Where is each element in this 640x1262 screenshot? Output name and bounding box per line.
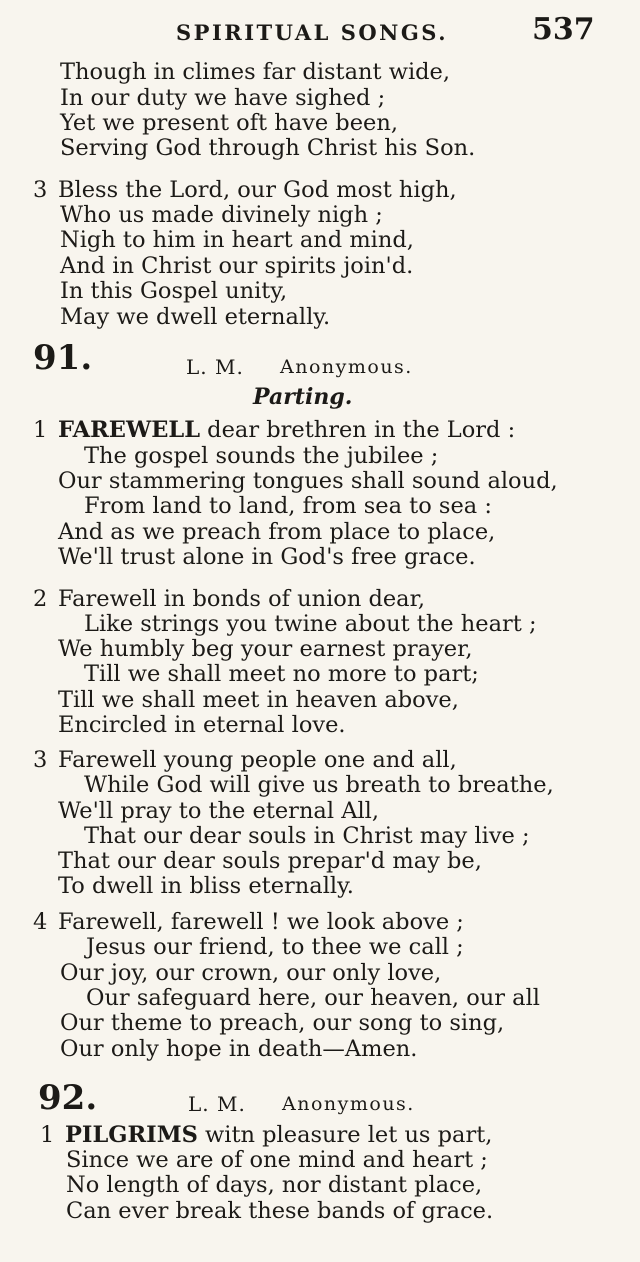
hymn-line: May we dwell eternally. [60,304,331,330]
hymn-line: That our dear souls in Christ may live ; [84,823,530,849]
hymn-line: Our stammering tongues shall sound aloud, [58,468,558,494]
hymn-line: In this Gospel unity, [60,278,288,304]
hymn-line-text: witn pleasure let us part, [197,1122,493,1148]
verse-lead-word: FAREWELL [58,417,201,443]
hymn-line: Our safeguard here, our heaven, our all [86,985,540,1011]
hymn-line: We'll trust alone in God's free grace. [58,544,476,570]
hymn-line: And in Christ our spirits join'd. [60,253,414,279]
hymn-line: Our only hope in death—Amen. [60,1036,418,1062]
hymn-line: We humbly beg your earnest prayer, [58,636,473,662]
verse-first-line [33,178,457,203]
hymn-line: The gospel sounds the jubilee ; [84,443,439,469]
hymn-line: Yet we present oft have been, [60,110,398,136]
hymn-line: Our theme to preach, our song to sing, [60,1010,505,1036]
hymn-line: That our dear souls prepar'd may be, [58,848,482,874]
verse-number: 3 [33,177,48,203]
hymn-line: In our duty we have sighed ; [60,85,386,111]
hymn-subtitle: Parting. [253,384,353,410]
hymn-line: Since we are of one mind and heart ; [66,1147,488,1173]
verse-first-line [40,1123,492,1148]
hymn-author: Anonymous. [282,1093,415,1115]
hymn-meter: L. M. [186,355,244,379]
verse-first-line [33,587,425,612]
hymn-line: We'll pray to the eternal All, [58,798,379,824]
hymn-line: Nigh to him in heart and mind, [60,227,414,253]
hymn-line: Like strings you twine about the heart ; [84,611,537,637]
hymn-line-text: Farewell, farewell ! we look above ; [58,909,464,935]
hymn-line: Till we shall meet no more to part; [84,661,479,687]
hymn-line: Encircled in eternal love. [58,712,346,738]
verse-lead-word: PILGRIMS [65,1122,198,1148]
hymn-line: Till we shall meet in heaven above, [58,687,459,713]
hymn-line: Our joy, our crown, our only love, [60,960,442,986]
verse-number: 2 [33,586,48,612]
hymn-meter: L. M. [188,1092,246,1116]
verse-number: 1 [33,417,48,443]
hymn-line: To dwell in bliss eternally. [58,873,354,899]
hymn-line: Serving God through Christ his Son. [60,135,476,161]
verse-number: 1 [40,1122,55,1148]
hymn-line: Jesus our friend, to thee we call ; [86,934,464,960]
verse-number: 3 [33,747,48,773]
hymn-line-text: dear brethren in the Lord : [200,417,516,443]
hymn-line: Who us made divinely nigh ; [60,202,383,228]
hymn-line-text: Farewell in bonds of union dear, [58,586,426,612]
hymn-line-text: Farewell young people one and all, [58,747,457,773]
hymn-line: No length of days, nor distant place, [66,1172,483,1198]
hymn-number: 91. [33,338,93,378]
hymn-line: Can ever break these bands of grace. [66,1198,494,1224]
hymn-number: 92. [38,1078,98,1118]
verse-first-line [33,910,464,935]
hymn-line-text: Bless the Lord, our God most high, [58,177,457,203]
hymn-line: While God will give us breath to breathe, [84,772,554,798]
page-number: 537 [532,12,595,47]
hymn-line: Though in climes far distant wide, [60,59,451,85]
hymn-author: Anonymous. [280,356,413,378]
hymn-line: And as we preach from place to place, [58,519,496,545]
verse-number: 4 [33,909,48,935]
verse-first-line [33,748,457,773]
verse-first-line [33,418,515,443]
hymn-line: From land to land, from sea to sea : [84,493,492,519]
running-header-title: SPIRITUAL SONGS. [176,20,449,45]
